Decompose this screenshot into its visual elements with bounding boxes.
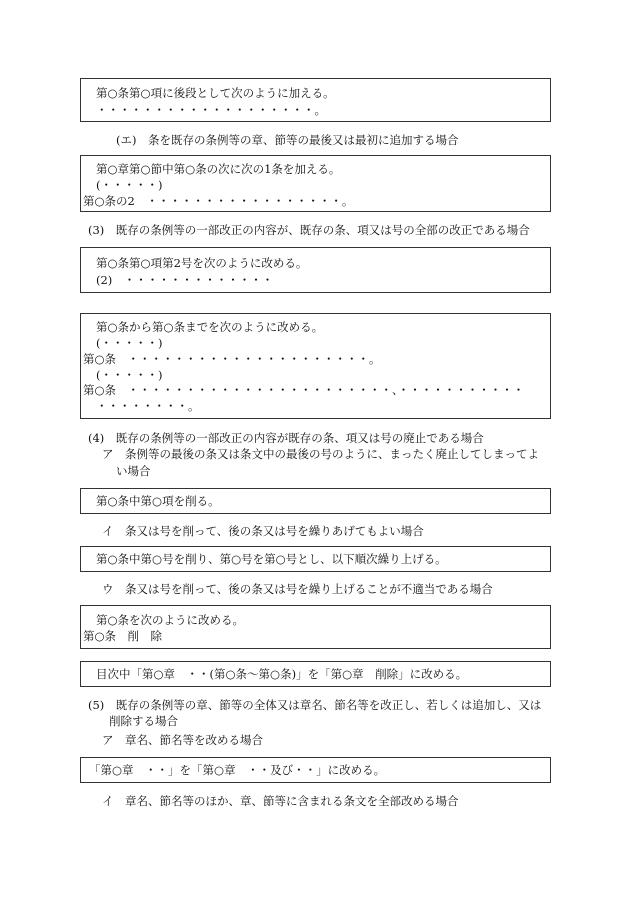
example-box-5 xyxy=(80,488,551,514)
caption-4: (4) 既存の条例等の一部改正の内容が既存の条、項又は号の廃止である場合 xyxy=(88,431,484,445)
box-4-line-1: 第○条から第○条までを次のように改める。 xyxy=(96,320,324,334)
caption-4u: ウ 条又は号を削って、後の条又は号を繰り上げることが不適当である場合 xyxy=(102,582,493,596)
box-1-line-2: ・・・・・・・・・・・・・・・・・・・。 xyxy=(96,103,326,117)
example-box-9 xyxy=(80,757,551,783)
box-4-line-5: 第○条 ・・・・・・・・・・・・・・・・・・・・・・・、・・・・・・・・・・・ xyxy=(83,383,525,397)
box-4-line-2: (・・・・・) xyxy=(96,336,163,350)
box-7-line-1: 第○条を次のように改める。 xyxy=(96,613,245,627)
box-4-line-4: (・・・・・) xyxy=(96,368,163,382)
caption-4a-line-2: い場合 xyxy=(116,464,151,478)
box-2-line-3: 第○条の2 ・・・・・・・・・・・・・・・・・。 xyxy=(83,194,354,208)
box-5-line-1: 第○条中第○項を削る。 xyxy=(96,494,220,508)
caption-4i: イ 条又は号を削って、後の条又は号を繰りあげてもよい場合 xyxy=(102,524,424,538)
box-1-line-1: 第○条第○項に後段として次のように加える。 xyxy=(96,86,335,100)
caption-4a-line-1: ア 条例等の最後の条又は条文中の最後の号のように、まったく廃止してしまってよ xyxy=(102,447,539,461)
example-box-4 xyxy=(80,313,551,419)
box-8-line-1: 目次中「第○章 ・・(第○条〜第○条)」を「第○章 削除」に改める。 xyxy=(96,667,468,681)
caption-5i: イ 章名、節名等のほか、章、節等に含まれる条文を全部改める場合 xyxy=(102,794,459,808)
box-4-line-3: 第○条 ・・・・・・・・・・・・・・・・・・・・・。 xyxy=(83,352,381,366)
caption-3: (3) 既存の条例等の一部改正の内容が、既存の条、項又は号の全部の改正である場合 xyxy=(88,223,530,237)
example-box-7 xyxy=(80,605,551,649)
example-box-8 xyxy=(80,661,551,687)
box-9-line-1: 「第○章 ・・」を「第○章 ・・及び・・」に改める。 xyxy=(89,763,386,777)
caption-5a: ア 章名、節名等を改める場合 xyxy=(102,733,263,747)
box-6-line-1: 第○条中第○号を削り、第○号を第○号とし、以下順次繰り上げる。 xyxy=(96,552,447,566)
example-box-3 xyxy=(80,247,551,293)
box-3-line-2: (2) ・・・・・・・・・・・・・ xyxy=(96,273,274,287)
example-box-1 xyxy=(80,78,551,122)
box-7-line-2: 第○条 削 除 xyxy=(83,629,163,643)
box-4-line-6: ・・・・・・・・。 xyxy=(96,399,200,413)
caption-5-line-2: 削除する場合 xyxy=(109,714,178,728)
example-box-2 xyxy=(80,155,551,212)
box-2-line-2: (・・・・・) xyxy=(96,178,163,192)
caption-5-line-1: (5) 既存の条例等の章、節等の全体又は章名、節名等を改正し、若しくは追加し、又は xyxy=(88,698,542,712)
box-2-line-1: 第○章第○節中第○条の次に次の1条を加える。 xyxy=(96,162,341,176)
example-box-6 xyxy=(80,546,551,572)
box-3-line-1: 第○条第○項第2号を次のように改める。 xyxy=(96,256,308,270)
caption-e: (エ) 条を既存の条例等の章、節等の最後又は最初に追加する場合 xyxy=(116,133,459,147)
